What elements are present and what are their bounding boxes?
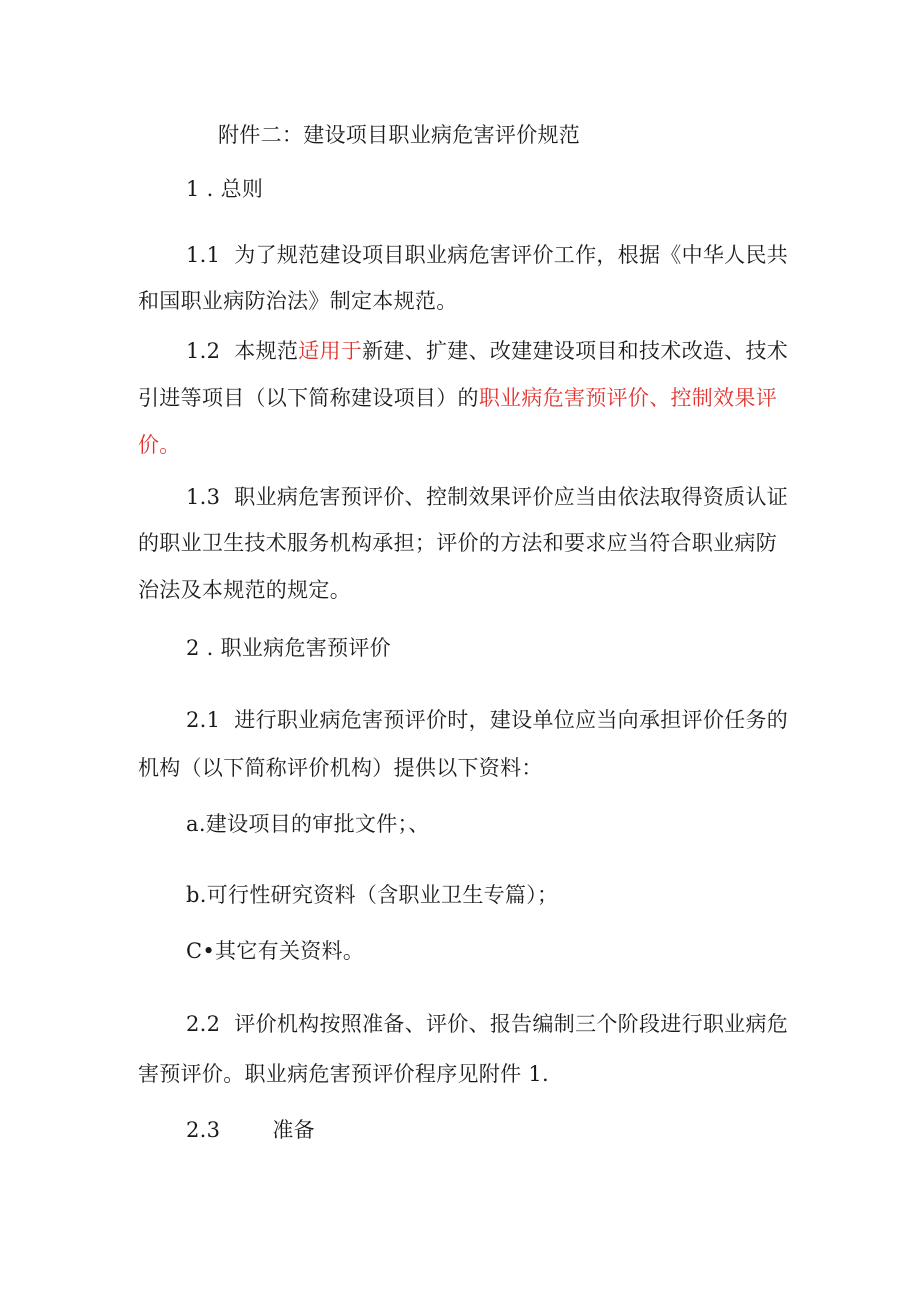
paragraph-1-1-line-2: 和国职业病防治法》制定本规范。 (138, 289, 458, 313)
paragraph-2-2-line-2: 害预评价。职业病危害预评价程序见附件 1. (138, 1062, 550, 1086)
list-item-b: b.可行性研究资料（含职业卫生专篇）； (186, 883, 559, 907)
paragraph-2-1-line-1 (186, 706, 788, 734)
paragraph-1-2-line-1 (186, 337, 788, 365)
paragraph-1-3-line-3: 治法及本规范的规定。 (138, 578, 351, 602)
paragraph-1-2-line-3: 价。 (138, 433, 181, 457)
document-title: 附件二：建设项目职业病危害评价规范 (218, 123, 581, 147)
paragraph-2-1-line-2: 机构（以下简称评价机构）提供以下资料： (138, 756, 543, 780)
clause-text: 为了规范建设项目职业病危害评价工作，根据《中华人民共 (234, 243, 789, 267)
clause-number: 1.1 (186, 243, 221, 267)
clause-number: 2.1 (186, 708, 221, 732)
paragraph-1-3-line-2: 的职业卫生技术服务机构承担；评价的方法和要求应当符合职业病防 (138, 531, 777, 555)
paragraph-1-2-line-2 (138, 384, 777, 412)
clause-text: 评价机构按照准备、评价、报告编制三个阶段进行职业病危 (234, 1012, 789, 1036)
clause-number: 2.2 (186, 1012, 221, 1036)
section-heading-1: 1 . 总则 (186, 177, 264, 201)
clause-text: 职业病危害预评价、控制效果评价应当由依法取得资质认证 (234, 485, 789, 509)
paragraph-1-3-line-1 (186, 483, 788, 511)
section-heading-2: 2 . 职业病危害预评价 (186, 636, 391, 660)
paragraph-2-3 (186, 1116, 315, 1144)
highlighted-text: 职业病危害预评价、控制效果评 (478, 386, 778, 410)
list-item-a: a.建设项目的审批文件；、 (186, 812, 430, 836)
clause-text: 准备 (272, 1118, 315, 1142)
paragraph-2-2-line-1 (186, 1010, 788, 1038)
highlighted-text: 适用于 (298, 339, 363, 363)
list-item-c: C•其它有关资料。 (186, 939, 365, 963)
paragraph-1-1-line-1 (186, 241, 788, 269)
clause-number: 1.2 (186, 339, 221, 363)
clause-number: 2.3 (186, 1118, 221, 1142)
clause-number: 1.3 (186, 485, 221, 509)
clause-text: 引进等项目（以下简称建设项目）的 (138, 386, 479, 410)
clause-text: 进行职业病危害预评价时，建设单位应当向承担评价任务的 (234, 708, 789, 732)
clause-text: 本规范 (234, 339, 299, 363)
clause-text: 新建、扩建、改建建设项目和技术改造、技术 (362, 339, 789, 363)
